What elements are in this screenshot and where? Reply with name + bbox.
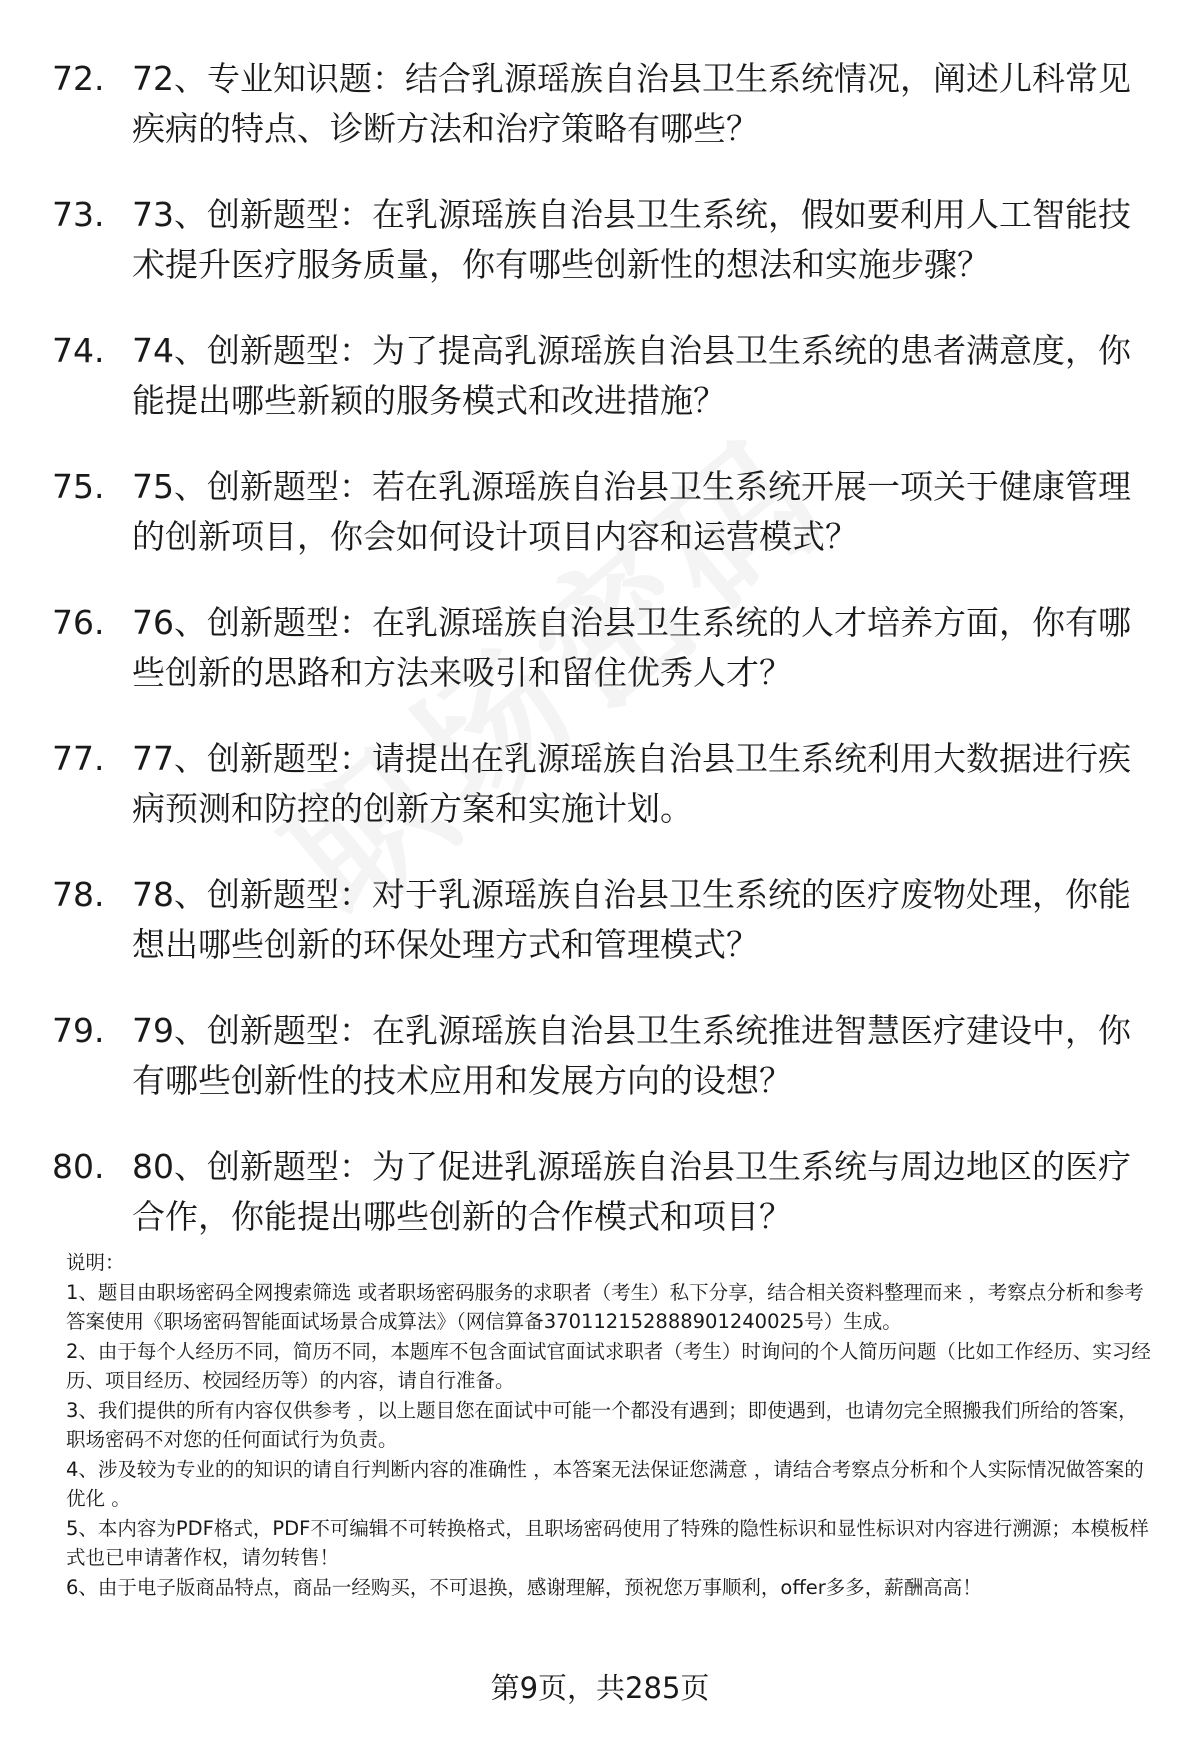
question-text: 78、创新题型：对于乳源瑶族自治县卫生系统的医疗废物处理，你能想出哪些创新的环保处理方式和管理模式？ bbox=[132, 875, 1131, 964]
notes-section bbox=[66, 1248, 1156, 1602]
page-number: 第9页，共285页 bbox=[490, 1671, 710, 1705]
note-item: 1、题目由职场密码全网搜索筛选 或者职场密码服务的求职者（考生）私下分享，结合相关资料整理而来 ，考察点分析和参考答案使用《职场密码智能面试场景合成算法》（网信算备370112152888901240025号）生成。 bbox=[66, 1280, 1144, 1333]
question-item bbox=[52, 598, 1152, 698]
question-number: 76. bbox=[52, 603, 105, 642]
question-number: 77. bbox=[52, 739, 105, 778]
question-number: 78. bbox=[52, 875, 105, 914]
question-item bbox=[52, 54, 1152, 154]
question-text: 76、创新题型：在乳源瑶族自治县卫生系统的人才培养方面，你有哪些创新的思路和方法来吸引和留住优秀人才？ bbox=[132, 603, 1131, 692]
note-item: 3、我们提供的所有内容仅供参考 ，以上题目您在面试中可能一个都没有遇到；即使遇到，也请勿完全照搬我们所给的答案，职场密码不对您的任何面试行为负责。 bbox=[66, 1398, 1138, 1451]
question-text: 80、创新题型：为了促进乳源瑶族自治县卫生系统与周边地区的医疗合作，你能提出哪些创新的合作模式和项目？ bbox=[132, 1147, 1131, 1236]
question-item bbox=[52, 326, 1152, 426]
question-list bbox=[52, 54, 1152, 1278]
question-number: 80. bbox=[52, 1147, 105, 1186]
note-item: 4、涉及较为专业的的知识的请自行判断内容的准确性 ，本答案无法保证您满意 ，请结合考察点分析和个人实际情况做答案的优化 。 bbox=[66, 1457, 1144, 1510]
note-item: 2、由于每个人经历不同，简历不同，本题库不包含面试官面试求职者（考生）时询问的个人简历问题（比如工作经历、实习经历、项目经历、校园经历等）的内容，请自行准备。 bbox=[66, 1339, 1151, 1392]
question-number: 74. bbox=[52, 331, 105, 370]
question-text: 75、创新题型：若在乳源瑶族自治县卫生系统开展一项关于健康管理的创新项目，你会如何设计项目内容和运营模式？ bbox=[132, 467, 1131, 556]
question-item bbox=[52, 190, 1152, 290]
question-number: 79. bbox=[52, 1011, 105, 1050]
note-item: 5、本内容为PDF格式，PDF不可编辑不可转换格式，且职场密码使用了特殊的隐性标识和显性标识对内容进行溯源；本模板样式也已申请著作权，请勿转售！ bbox=[66, 1516, 1149, 1569]
question-item bbox=[52, 1006, 1152, 1106]
question-number: 72. bbox=[52, 59, 105, 98]
question-text: 72、专业知识题：结合乳源瑶族自治县卫生系统情况，阐述儿科常见疾病的特点、诊断方法和治疗策略有哪些？ bbox=[132, 59, 1131, 148]
question-item bbox=[52, 462, 1152, 562]
question-item bbox=[52, 1142, 1152, 1242]
question-text: 79、创新题型：在乳源瑶族自治县卫生系统推进智慧医疗建设中，你有哪些创新性的技术应用和发展方向的设想？ bbox=[132, 1011, 1131, 1100]
question-number: 75. bbox=[52, 467, 105, 506]
question-item bbox=[52, 870, 1152, 970]
question-item bbox=[52, 734, 1152, 834]
question-text: 74、创新题型：为了提高乳源瑶族自治县卫生系统的患者满意度，你能提出哪些新颖的服务模式和改进措施？ bbox=[132, 331, 1131, 420]
question-text: 77、创新题型：请提出在乳源瑶族自治县卫生系统利用大数据进行疾病预测和防控的创新方案和实施计划。 bbox=[132, 739, 1131, 828]
notes-title: 说明： bbox=[66, 1251, 125, 1274]
question-number: 73. bbox=[52, 195, 105, 234]
note-item: 6、由于电子版商品特点，商品一经购买，不可退换，感谢理解，预祝您万事顺利，offer多多，薪酬高高！ bbox=[66, 1575, 982, 1599]
question-text: 73、创新题型：在乳源瑶族自治县卫生系统，假如要利用人工智能技术提升医疗服务质量，你有哪些创新性的想法和实施步骤？ bbox=[132, 195, 1131, 284]
